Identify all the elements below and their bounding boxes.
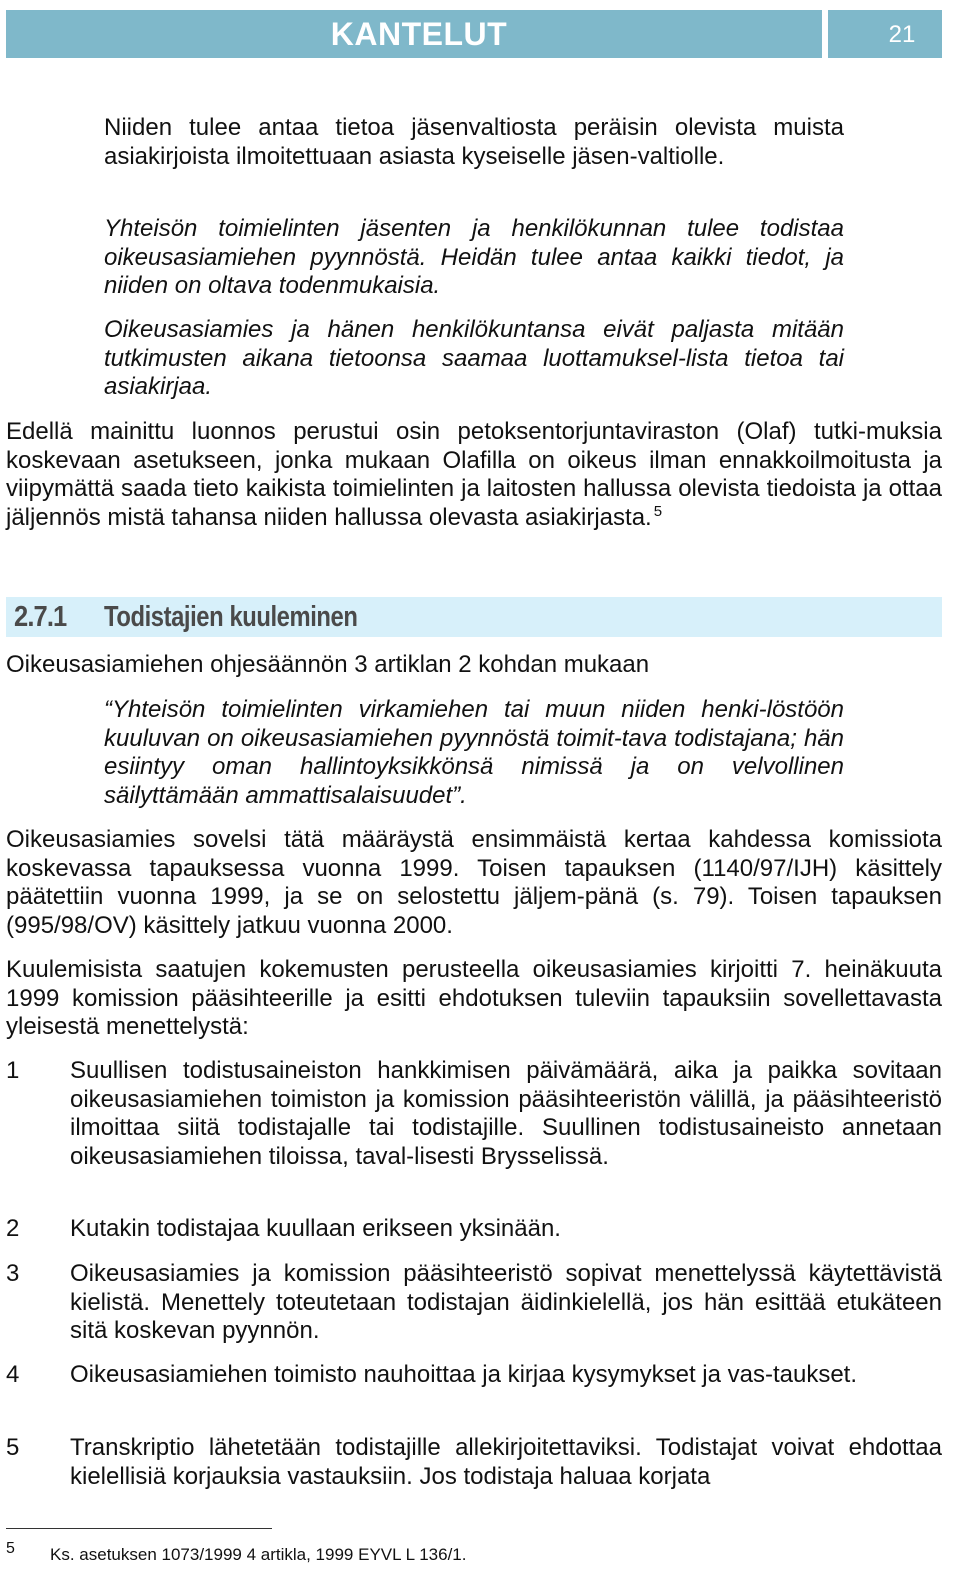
- intro-paragraph: Niiden tulee antaa tietoa jäsenvaltiosta peräisin olevista muista asiakirjoista ilmoitettuaan asiasta kyseiselle jäsen-valtiolle.: [104, 114, 844, 170]
- italic-paragraph: Yhteisön toimielinten jäsenten ja henkilökunnan tulee todistaa oikeusasiamiehen pyynnöstä. Heidän tulee antaa kaikki tiedot, ja niiden on oltava todenmukaisia.: [104, 215, 844, 299]
- olaf-paragraph-text: Edellä mainittu luonnos perustui osin petoksentorjuntaviraston (Olaf) tutki-muksia koskevaan asetukseen, jonka mukaan Olafilla on oikeus ilman ennakkoilmoitusta ja viipymättä saada tieto kaikista toimielinten ja laitosten hallussa olevista tiedoista ja ottaa jäljennös mistä tahansa niiden hallussa olevasta asiakirjasta.: [6, 418, 942, 531]
- chapter-title: KANTELUT: [330, 16, 508, 52]
- list-item-number: 2: [6, 1215, 20, 1242]
- section-number: 2.7.1: [14, 601, 67, 633]
- list-item-number: 1: [6, 1057, 20, 1084]
- regulation-quote: “Yhteisön toimielinten virkamiehen tai muun niiden henki-löstöön kuuluvan on oikeusasiamiehen pyynnöstä toimit-tava todistajana; hän esiintyy oman hallintoyksikkönsä nimissä ja on velvollinen säilyttämään ammattisalaisuudet”.: [104, 696, 844, 809]
- page-number: 21: [888, 21, 916, 48]
- list-item-text: Suullisen todistusaineiston hankkimisen päivämäärä, aika ja paikka sovitaan oikeusasiamiehen toimiston ja komission pääsihteeristön välillä, ja pääsihteeristö ilmoittaa siitä todistajalle tai todistajille. Suullinen todistusaineisto annetaan oikeusasiamiehen tiloissa, taval-lisesti Brysselissä.: [70, 1057, 942, 1170]
- footnote-text: Ks. asetuksen 1073/1999 4 artikla, 1999 EYVL L 136/1.: [50, 1545, 467, 1564]
- list-item-text: Oikeusasiamiehen toimisto nauhoittaa ja kirjaa kysymykset ja vas-taukset.: [70, 1361, 858, 1388]
- list-item-text: Transkriptio lähetetään todistajille allekirjoitettaviksi. Todistajat voivat ehdottaa kielellisiä korjauksia vastauksiin. Jos todistaja haluaa korjata: [70, 1434, 942, 1490]
- footnote-reference[interactable]: 5: [653, 502, 663, 520]
- list-item-text: Oikeusasiamies ja komission pääsihteeristö sopivat menettelyssä käytettävistä kielistä. Menettely toteutetaan todistajan äidinkielellä, jos hän esittää etukäteen sitä koskevan pyynnön.: [70, 1260, 942, 1344]
- footnote-mark: 5: [6, 1540, 15, 1557]
- list-item-number: 5: [6, 1434, 20, 1461]
- body-paragraph: Kuulemisista saatujen kokemusten perusteella oikeusasiamies kirjoitti 7. heinäkuuta 1999 komission pääsihteerille ja esitti ehdotuksen tuleviin tapauksiin sovellettavasta yleisestä menettelystä:: [6, 956, 942, 1040]
- lead-sentence: Oikeusasiamiehen ohjesäännön 3 artiklan 2 kohdan mukaan: [6, 651, 650, 678]
- list-item-number: 4: [6, 1361, 20, 1388]
- body-paragraph: Oikeusasiamies sovelsi tätä määräystä ensimmäistä kertaa kahdessa komissiota koskevassa tapauksessa vuonna 1999. Toisen tapauksen (1140/97/IJH) käsittely päätettiin vuonna 1999, ja se on selostettu jäljem-pänä (s. 79). Toisen tapauksen (995/98/OV) käsittely jatkuu vuonna 2000.: [6, 826, 942, 939]
- list-item-number: 3: [6, 1260, 20, 1287]
- footnote-divider: [6, 1528, 272, 1529]
- section-title: Todistajien kuuleminen: [104, 601, 358, 633]
- list-item-text: Kutakin todistajaa kuullaan erikseen yksinään.: [70, 1215, 561, 1242]
- italic-paragraph: Oikeusasiamies ja hänen henkilökuntansa eivät paljasta mitään tutkimusten aikana tietoonsa saamaa luottamuksel-lista tietoa tai asiakirjaa.: [104, 316, 844, 400]
- olaf-paragraph: [6, 418, 942, 532]
